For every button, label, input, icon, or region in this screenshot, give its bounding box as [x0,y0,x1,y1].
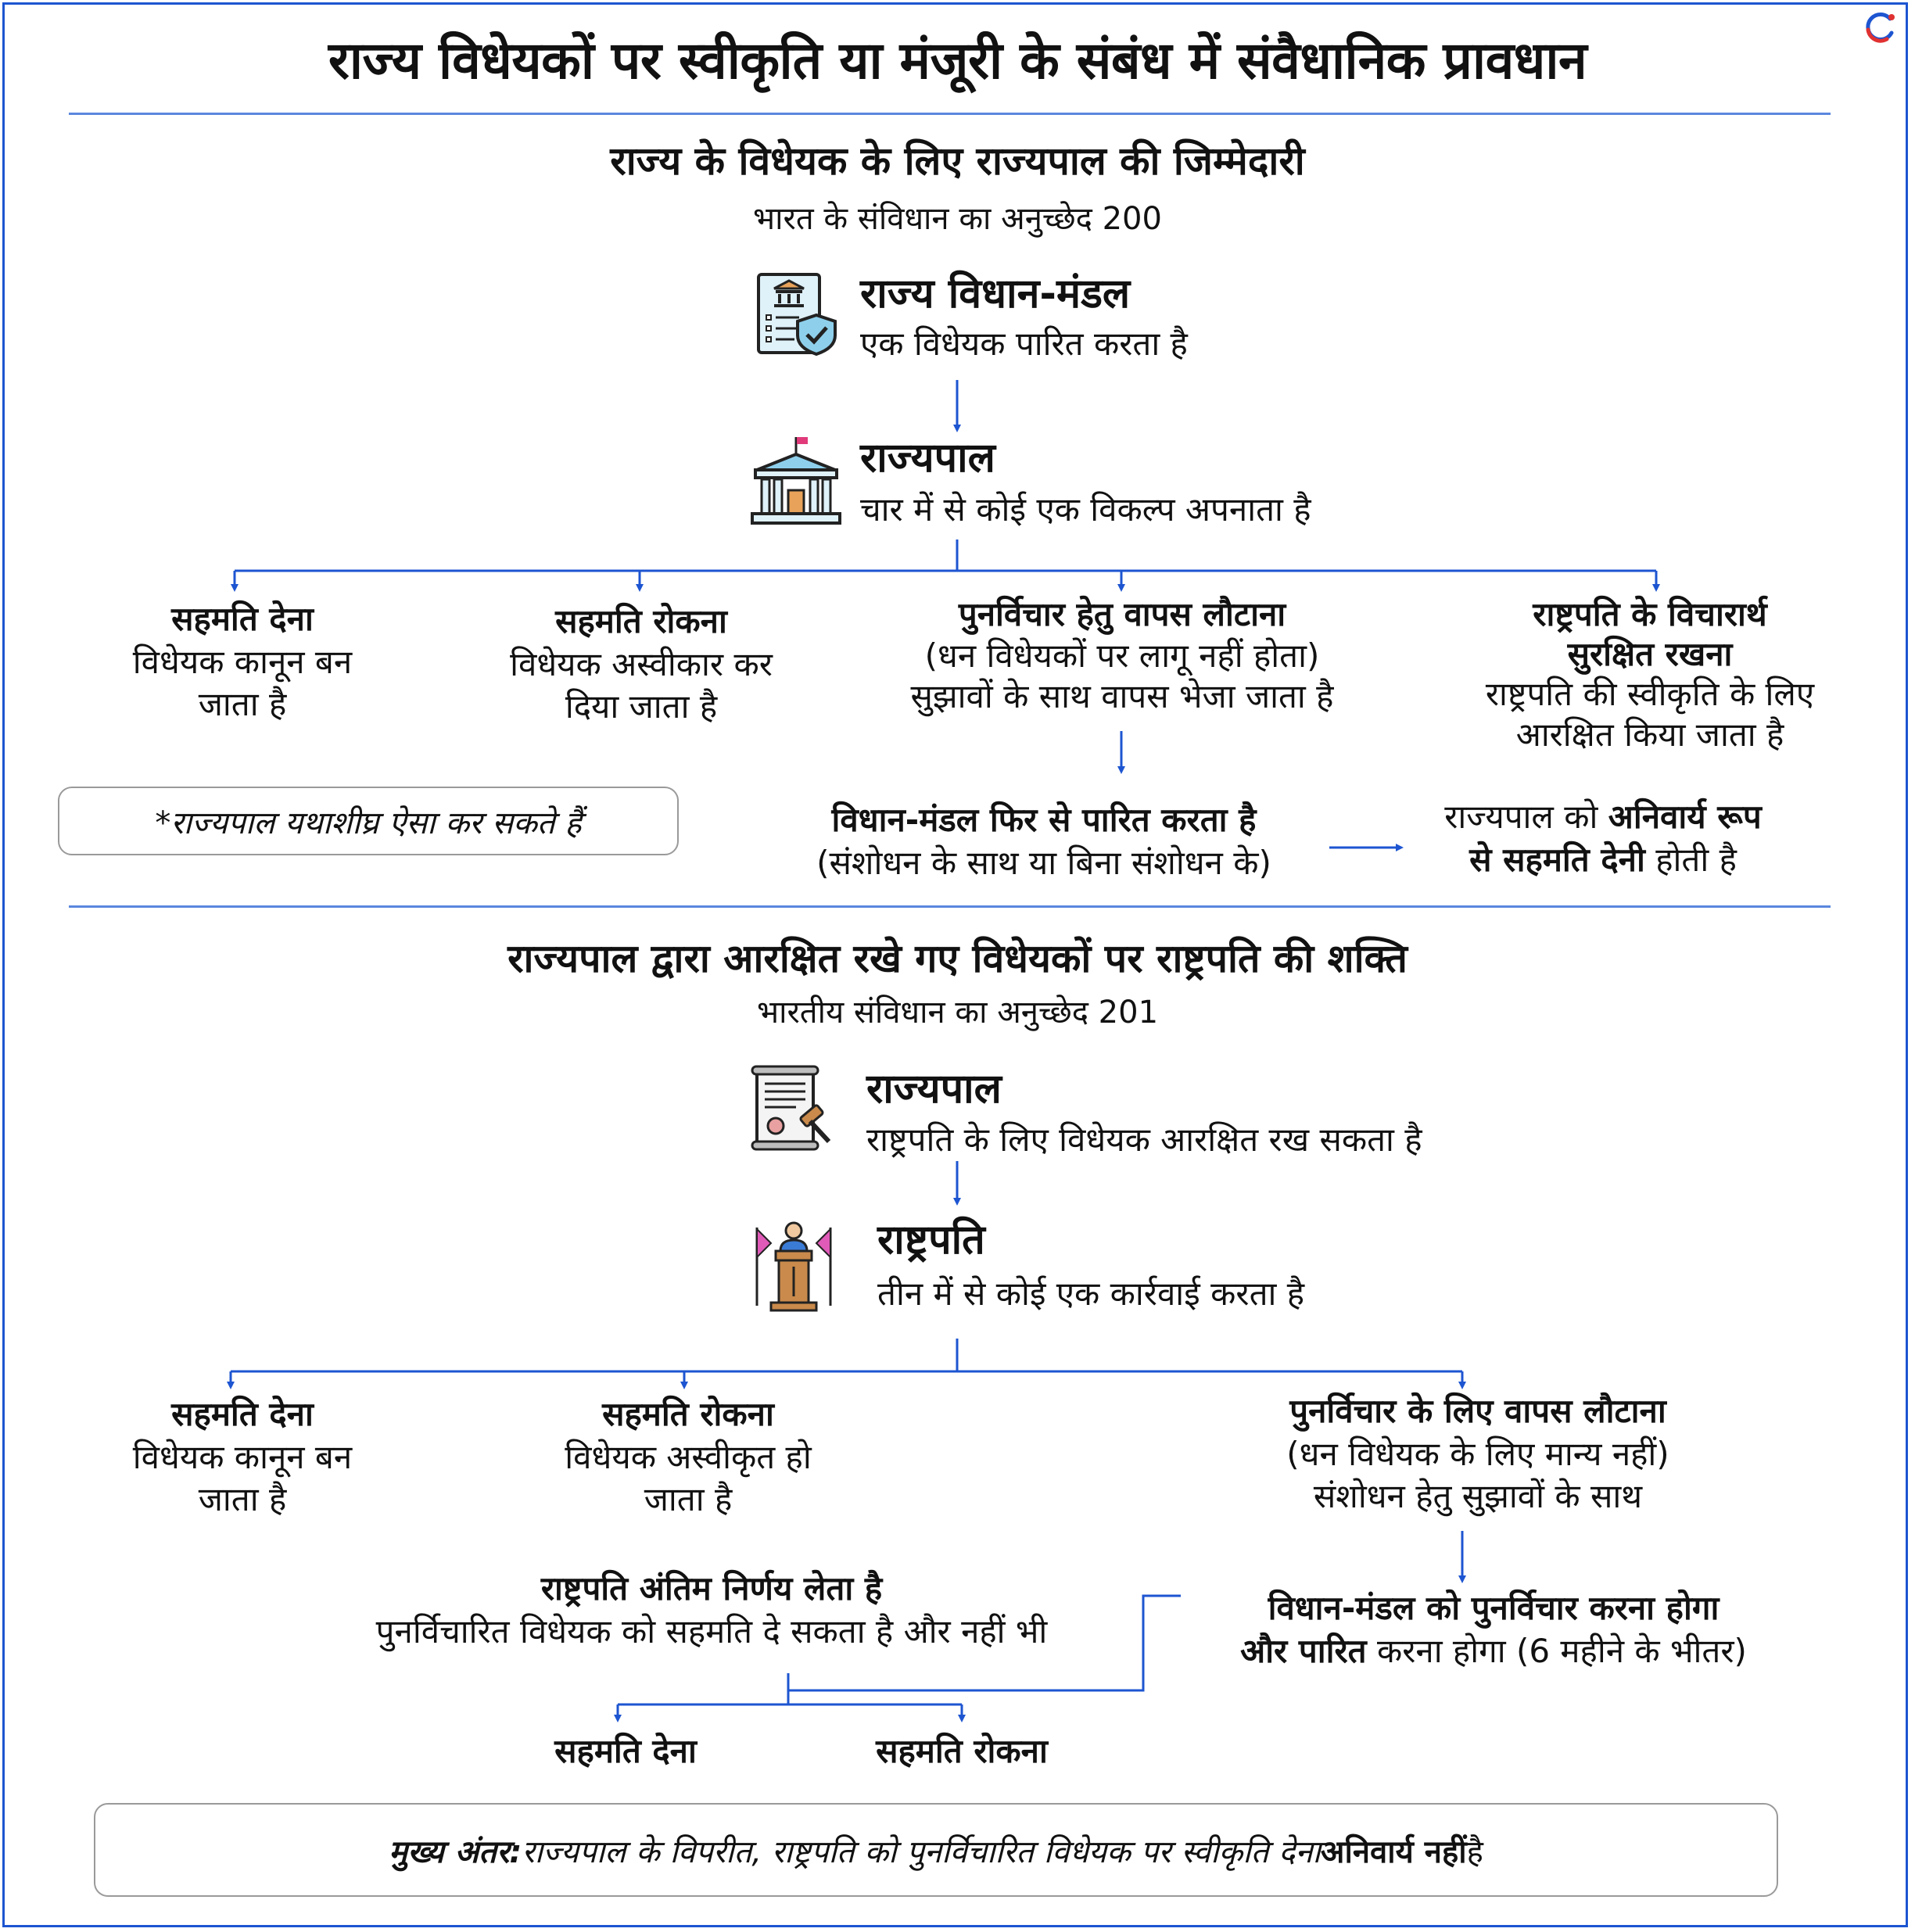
s1-option-return-heading: पुनर्विचार हेतु वापस लौटाना [958,595,1286,633]
s1-mandatory-bold1: अनिवार्य रूप [1608,798,1762,836]
page-title: राज्य विधेयकों पर स्वीकृति या मंजूरी के संबंध में संवैधानिक प्रावधान [328,30,1587,91]
s1-option-assent-heading: सहमति देना [171,600,314,638]
s2-option-withhold-heading: सहमति रोकना [602,1395,774,1433]
s1-option-withhold-heading: सहमति रोकना [555,602,727,640]
s2-final-assent: सहमति देना [554,1732,697,1770]
s1-option-reserve-heading1: राष्ट्रपति के विचारार्थ [1533,595,1767,633]
president-heading: राष्ट्रपति [877,1217,985,1264]
s1-mandatory-post: होती है [1644,840,1737,879]
s1-option-reserve-line2: आरक्षित किया जाता है [1515,715,1784,754]
s2-option-assent-line2: जाता है [198,1480,287,1519]
key-difference-end: है [1466,1833,1483,1870]
s2-option-assent-line1: विधेयक कानून बन [132,1437,353,1476]
s2-option-return-line1: (धन विधेयक के लिए मान्य नहीं) [1286,1434,1669,1473]
s2-reconsider-text2: करना होगा (6 महीने के भीतर) [1366,1631,1747,1670]
s2-option-assent-heading: सहमति देना [171,1395,314,1433]
s1-option-withhold-line1: विधेयक अस्वीकार कर [510,644,773,683]
s1-repass-heading: विधान-मंडल फिर से पारित करता है [831,801,1257,839]
s1-option-assent-line2: जाता है [198,685,287,724]
s1-option-reserve-line1: राष्ट्रपति की स्वीकृति के लिए [1485,675,1815,714]
s2-governor-heading: राज्यपाल [866,1066,1002,1113]
s2-reconsider-bold1: विधान-मंडल को पुनर्विचार करना होगा [1268,1589,1720,1627]
s1-mandatory-bold2: से सहमति देनी [1469,840,1645,879]
governor-heading: राज्यपाल [860,435,995,482]
s1-option-assent-line1: विधेयक कानून बन [132,642,353,681]
s1-option-return-line1: (धन विधेयकों पर लागू नहीं होता) [924,636,1320,675]
s2-final-heading: राष्ट्रपति अंतिम निर्णय लेता है [540,1569,883,1608]
s1-option-withhold-line2: दिया जाता है [565,687,718,726]
s1-option-reserve-heading2: सुरक्षित रखना [1567,635,1733,674]
governor-note: *राज्यपाल यथाशीघ्र ऐसा कर सकते हैं [58,787,679,855]
key-difference-bold: अनिवार्य नहीं [1320,1833,1467,1870]
legislature-text: एक विधेयक पारित करता है [860,324,1188,363]
legislature-heading: राज्य विधान-मंडल [860,271,1131,317]
s1-repass-text: (संशोधन के साथ या बिना संशोधन के) [816,843,1271,882]
s1-option-return-line2: सुझावों के साथ वापस भेजा जाता है [910,677,1334,715]
s2-reconsider-bold2: और पारित [1240,1631,1367,1670]
reconsider-to-final-connector [788,1596,1181,1690]
president-text: तीन में से कोई एक कार्रवाई करता है [877,1274,1305,1313]
s2-option-withhold-line2: जाता है [644,1480,733,1519]
s2-final-withhold: सहमति रोकना [876,1732,1048,1770]
s2-option-return-heading: पुनर्विचार के लिए वापस लौटाना [1289,1392,1666,1430]
governor-text: चार में से कोई एक विकल्प अपनाता है [860,490,1311,529]
s2-governor-text: राष्ट्रपति के लिए विधेयक आरक्षित रख सकता है [866,1120,1422,1159]
s2-final-text: पुनर्विचारित विधेयक को सहमति दे सकता है और नहीं भी [375,1611,1048,1651]
section2-title: राज्यपाल द्वारा आरक्षित रखे गए विधेयकों पर राष्ट्रपति की शक्ति [507,936,1408,981]
section1-title: राज्य के विधेयक के लिए राज्यपाल की जिम्मेदारी [610,138,1305,184]
s2-option-withhold-line1: विधेयक अस्वीकृत हो [565,1437,812,1476]
s1-mandatory-pre: राज्यपाल को [1444,798,1608,836]
section2-subtitle: भारतीय संविधान का अनुच्छेद 201 [756,995,1159,1031]
section1-subtitle: भारत के संविधान का अनुच्छेद 200 [753,201,1162,237]
key-difference-label: मुख्य अंतर: [389,1833,522,1870]
s2-option-return-line2: संशोधन हेतु सुझावों के साथ [1313,1477,1643,1516]
key-difference-text: राज्यपाल के विपरीत, राष्ट्रपति को पुनर्विचारित विधेयक पर स्वीकृति देना [522,1833,1321,1870]
